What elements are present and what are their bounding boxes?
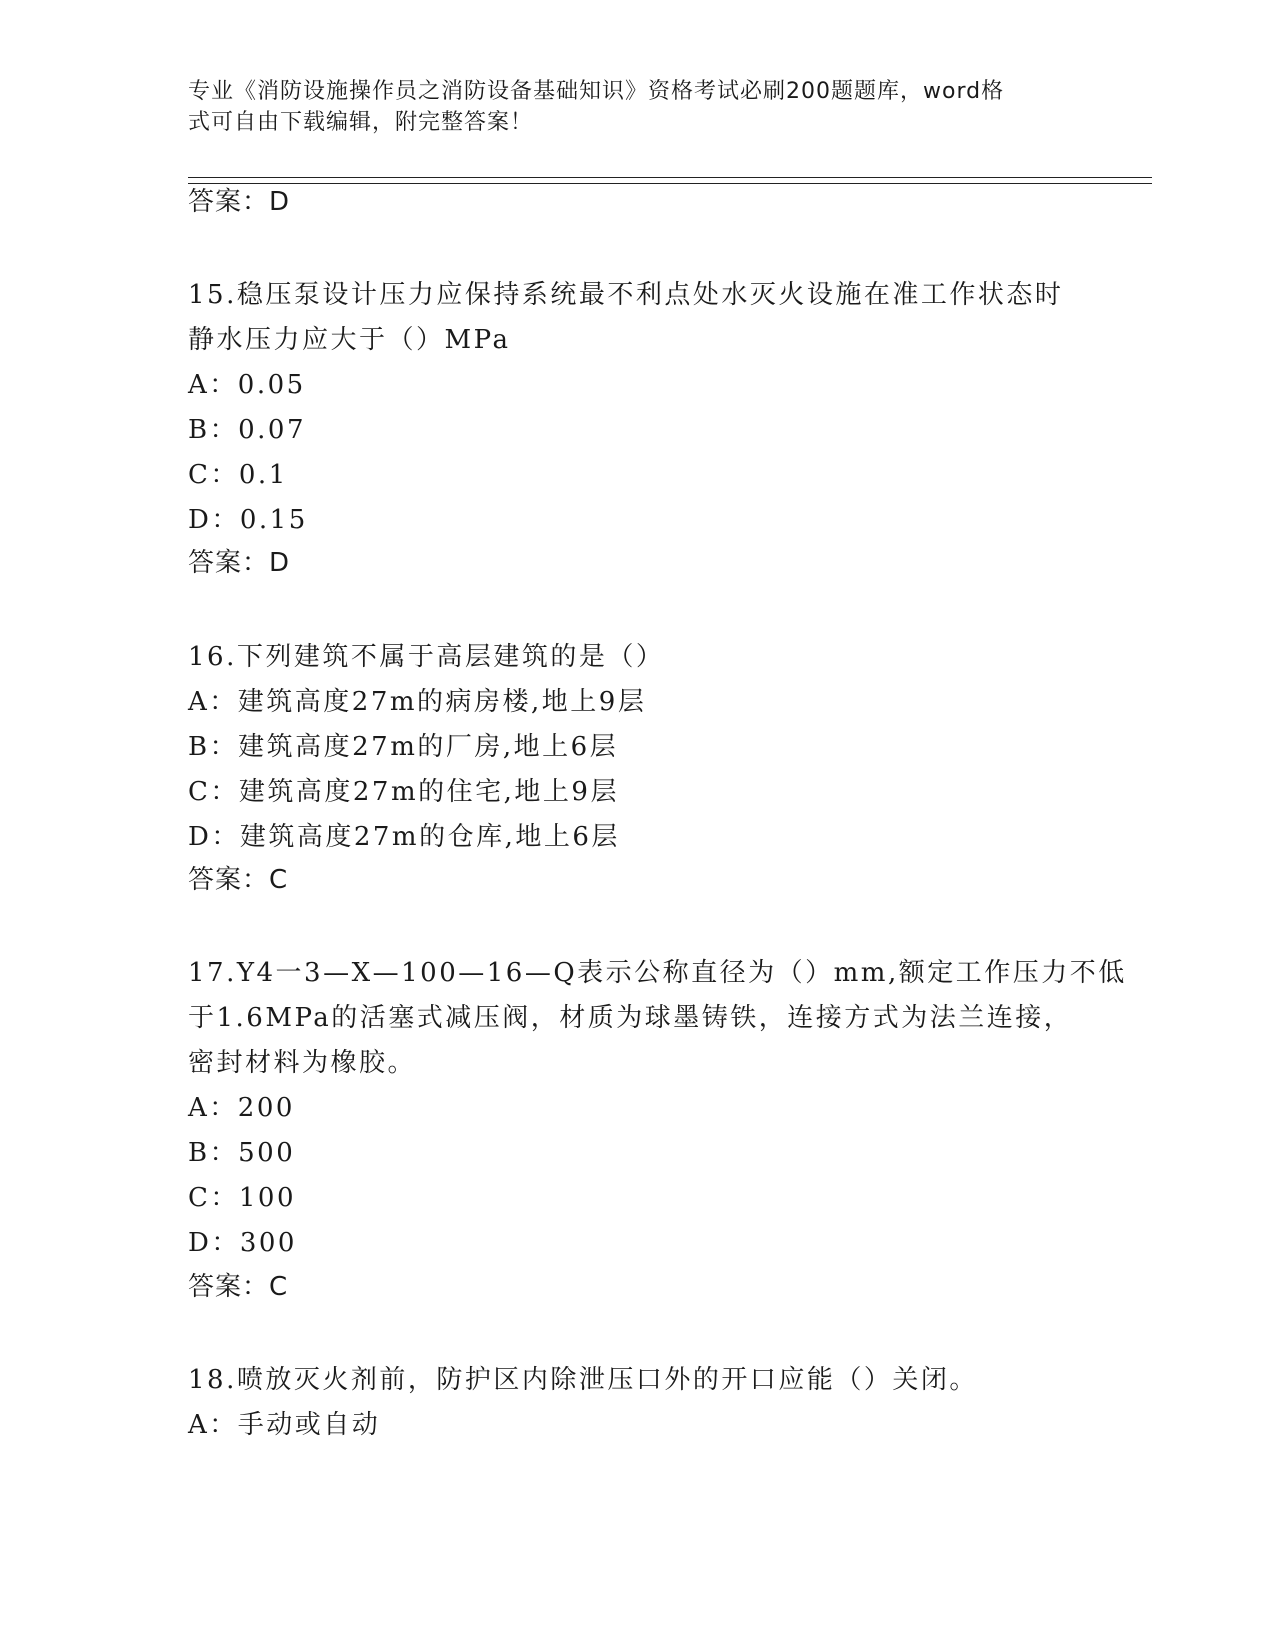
question-17-option-d: D：300 bbox=[188, 1228, 297, 1258]
question-18-stem-line-1: 18.喷放灭火剂前，防护区内除泄压口外的开口应能（）关闭。 bbox=[188, 1365, 978, 1395]
question-16-option-b: B：建筑高度27m的厂房,地上6层 bbox=[188, 732, 619, 762]
question-16-option-a: A：建筑高度27m的病房楼,地上9层 bbox=[188, 687, 647, 717]
question-16-option-d: D：建筑高度27m的仓库,地上6层 bbox=[188, 822, 620, 852]
question-15-answer: 答案：D bbox=[188, 548, 291, 578]
question-18-option-a: A：手动或自动 bbox=[188, 1410, 381, 1440]
question-17-option-a: A：200 bbox=[188, 1093, 295, 1123]
question-17-stem-line-2: 于1.6MPa的活塞式减压阀，材质为球墨铸铁，连接方式为法兰连接， bbox=[188, 1003, 1073, 1033]
question-15-option-d: D：0.15 bbox=[188, 505, 308, 535]
question-16-answer: 答案：C bbox=[188, 865, 289, 895]
header-line-2: 式可自由下载编辑，附完整答案！ bbox=[188, 110, 534, 135]
question-17-stem-line-3: 密封材料为橡胶。 bbox=[188, 1048, 417, 1078]
header-divider-top bbox=[188, 177, 1152, 178]
question-17-stem-line-1: 17.Y4一3—X—100—16—Q表示公称直径为（）mm,额定工作压力不低 bbox=[188, 958, 1127, 988]
carryover-answer: 答案：D bbox=[188, 187, 291, 217]
question-17-option-b: B：500 bbox=[188, 1138, 296, 1168]
question-15-stem-line-1: 15.稳压泵设计压力应保持系统最不利点处水灭火设施在准工作状态时 bbox=[188, 280, 1064, 310]
question-17-answer: 答案：C bbox=[188, 1272, 289, 1302]
header-divider-bottom bbox=[188, 183, 1152, 184]
document-header bbox=[188, 76, 1088, 138]
header-line-1: 专业《消防设施操作员之消防设备基础知识》资格考试必刷200题题库，word格 bbox=[188, 79, 1005, 104]
question-15-option-c: C：0.1 bbox=[188, 460, 288, 490]
question-16-option-c: C：建筑高度27m的住宅,地上9层 bbox=[188, 777, 619, 807]
question-17-option-c: C：100 bbox=[188, 1183, 297, 1213]
question-15-option-a: A：0.05 bbox=[188, 370, 306, 400]
question-16-stem-line-1: 16.下列建筑不属于高层建筑的是（） bbox=[188, 642, 665, 672]
question-15-option-b: B：0.07 bbox=[188, 415, 306, 445]
question-15-stem-line-2: 静水压力应大于（）MPa bbox=[188, 325, 511, 355]
